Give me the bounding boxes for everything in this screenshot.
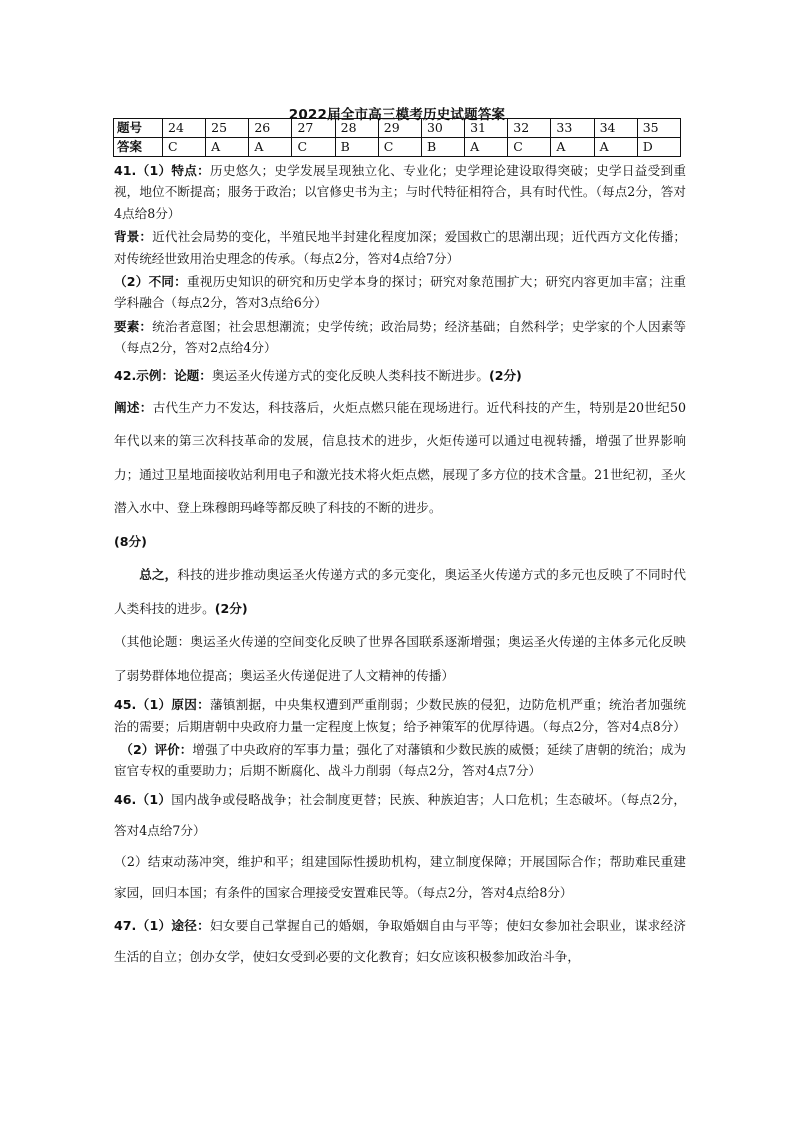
q46-part1-paragraph <box>114 784 686 846</box>
answer-cell: A <box>465 138 508 157</box>
question-number-cell: 24 <box>163 119 206 138</box>
answer-cell: C <box>378 138 421 157</box>
question-number-cell: 27 <box>292 119 335 138</box>
q46-part1-label: 46.（1） <box>114 791 172 807</box>
q41-elements-label: 要素： <box>114 318 153 334</box>
q45-causes-paragraph <box>114 694 686 737</box>
q42-argument-text: 古代生产力不发达，科技落后，火炬点燃只能在现场进行。近代科技的产生，特别是20世纪50年代以来的第三次科技革命的发展，信息技术的进步，火炬传递可以通过电视转播，增强了世界影响力；通过卫星地面接收站利用电子和激光技术将火炬点燃，展现了多方位的技术含量。21世纪初，圣火潜入水中、登上珠穆朗玛峰等都反映了科技的不断的进步。 <box>114 399 687 516</box>
answer-cell: A <box>206 138 249 157</box>
question-number-cell: 34 <box>594 119 637 138</box>
answer-table <box>113 118 681 157</box>
q42-conclusion-text: 科技的进步推动奥运圣火传递方式的多元变化，奥运圣火传递方式的多元也反映了不同时代人类科技的进步。 <box>114 567 687 616</box>
q42-other-theses-text: （其他论题：奥运圣火传递的空间变化反映了世界各国联系逐渐增强；奥运圣火传递的主体多元化反映了弱势群体地位提高；奥运圣火传递促进了人文精神的传播） <box>114 634 686 683</box>
question-number-cell: 31 <box>465 119 508 138</box>
q41-elements-text: 统治者意图；社会思想潮流；史学传统；政治局势；经济基础；自然科学；史学家的个人因素等（每点2分，答对2点给4分） <box>114 318 687 356</box>
q46-part2-paragraph <box>114 846 686 908</box>
q41-background-text: 近代社会局势的变化，半殖民地半封建化程度加深；爱国救亡的思潮出现；近代西方文化传播；对传统经世致用治史理念的传承。（每点2分，答对4点给7分） <box>114 229 687 266</box>
q45-causes-text: 藩镇割据，中央集权遭到严重削弱；少数民族的侵犯，边防危机严重；统治者加强统治的需要；后期唐朝中央政府力量一定程度上恢复；给予神策军的优厚待遇。（每点2分，答对4点8分） <box>114 697 687 734</box>
q42-thesis-text: 奥运圣火传递方式的变化反映人类科技不断进步。 <box>211 367 489 383</box>
q41-difference-paragraph <box>114 271 686 314</box>
answer-cell: A <box>249 138 292 157</box>
q42-conclusion-score: (2分) <box>214 600 248 616</box>
question-number-cell: 25 <box>206 119 249 138</box>
q45-causes-label: 45.（1）原因： <box>114 697 210 713</box>
answer-cell: C <box>163 138 206 157</box>
q42-thesis-label: 42.示例：论题： <box>114 367 212 383</box>
question-number-cell: 32 <box>508 119 551 138</box>
q46-part2-text: （2）结束动荡冲突，维护和平；组建国际性援助机构，建立制度保障；开展国际合作；帮助难民重建家园，回归本国；有条件的国家合理接受安置难民等。（每点2分，答对4点给8分） <box>114 853 686 900</box>
question-number-cell: 35 <box>637 119 680 138</box>
q42-argument-paragraph <box>114 391 686 559</box>
row-label-question-number: 题号 <box>114 119 163 138</box>
q46-part1-text: 国内战争或侵略战争；社会制度更替；民族、种族迫害；人口危机；生态破坏。（每点2分，答对4点给7分） <box>114 791 686 838</box>
q42-conclusion-paragraph <box>114 558 686 625</box>
q47-paths-label: 47.（1）途径： <box>114 917 210 933</box>
q41-elements-paragraph <box>114 316 686 359</box>
q42-other-theses-paragraph <box>114 625 686 692</box>
q42-argument-score: (8分) <box>114 533 147 549</box>
q45-evaluation-paragraph <box>114 739 686 782</box>
q41-features-paragraph <box>114 160 686 224</box>
q45-evaluation-label: （2）评价： <box>120 741 193 757</box>
q42-conclusion-label: 总之， <box>139 567 178 583</box>
answer-content <box>114 160 686 972</box>
answer-cell: D <box>637 138 680 157</box>
answer-cell: A <box>551 138 594 157</box>
q42-thesis-paragraph <box>114 363 686 389</box>
q41-background-paragraph <box>114 226 686 269</box>
row-label-answer: 答案 <box>114 138 163 157</box>
question-number-row <box>114 119 681 138</box>
question-number-cell: 30 <box>421 119 464 138</box>
q41-difference-label: （2）不同： <box>114 274 187 290</box>
answer-cell: B <box>335 138 378 157</box>
q41-background-label: 背景： <box>114 229 153 245</box>
q45-evaluation-text: 增强了中央政府的军事力量；强化了对藩镇和少数民族的威慑；延续了唐朝的统治；成为宦官专权的重要助力；后期不断腐化、战斗力削弱（每点2分，答对4点7分） <box>114 741 687 779</box>
question-number-cell: 29 <box>378 119 421 138</box>
q41-features-text: 历史悠久；史学发展呈现独立化、专业化；史学理论建设取得突破；史学日益受到重视，地位不断提高；服务于政治；以官修史书为主；与时代特征相符合，具有时代性。（每点2分，答对4点给8分） <box>114 163 687 221</box>
q47-paths-paragraph <box>114 910 686 972</box>
document-title: 2022届全市高三模考历史试题答案 <box>288 107 506 123</box>
answer-cell: B <box>421 138 464 157</box>
answer-row <box>114 138 681 157</box>
answer-cell: C <box>292 138 335 157</box>
q42-thesis-score: (2分) <box>488 367 522 383</box>
q47-paths-text: 妇女要自己掌握自己的婚姻，争取婚姻自由与平等；使妇女参加社会职业，谋求经济生活的自立；创办女学，使妇女受到必要的文化教育；妇女应该积极参加政治斗争， <box>114 917 687 964</box>
q41-features-label: 41.（1）特点： <box>114 163 210 178</box>
question-number-cell: 33 <box>551 119 594 138</box>
answer-cell: C <box>508 138 551 157</box>
answer-cell: A <box>594 138 637 157</box>
q41-difference-text: 重视历史知识的研究和历史学本身的探讨；研究对象范围扩大；研究内容更加丰富；注重学科融合（每点2分，答对3点给6分） <box>114 274 687 311</box>
question-number-cell: 26 <box>249 119 292 138</box>
q42-argument-label: 阐述： <box>114 399 153 415</box>
question-number-cell: 28 <box>335 119 378 138</box>
